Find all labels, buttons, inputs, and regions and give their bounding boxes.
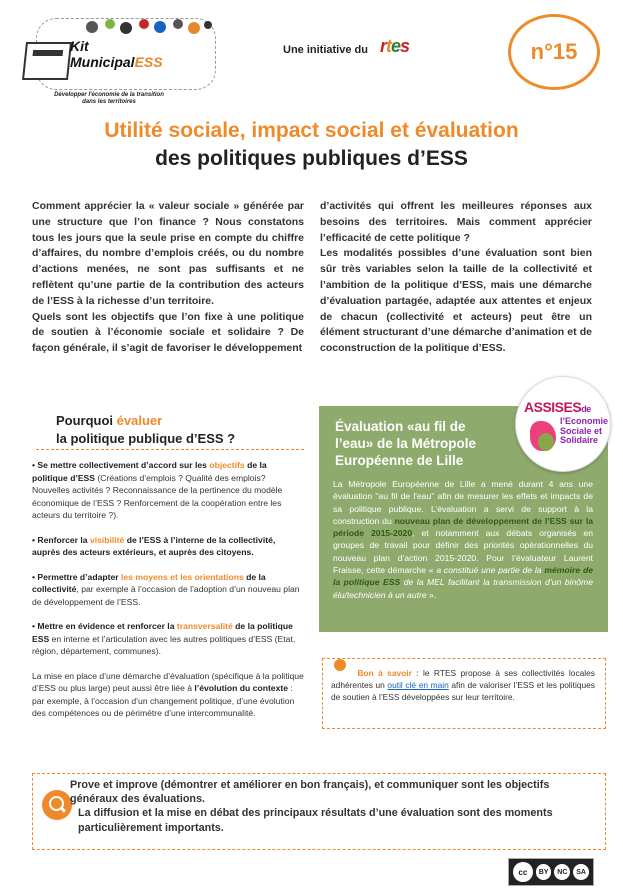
sa-icon: SA: [573, 864, 589, 880]
context-b: l’évolution du contexte: [194, 683, 289, 693]
bullet-lead: • Se mettre collectivement d’accord sur les: [32, 460, 210, 470]
summary-paragraph: La diffusion et la mise en débat des principaux résultats d’une évaluation sont des moments particulièrement importants.: [78, 807, 553, 834]
bullet-highlight: visibilité: [89, 534, 125, 545]
bullet-tail: de la politique d’ESS: [32, 460, 267, 483]
by-icon: BY: [536, 864, 552, 880]
bullet-rest: (Créations d’emplois ? Qualité des emplois? Nouvelles activités ? Reconnaissance de la pertinence du modèle économique de l’ESS ? Renforcement de la coopération entre les acteurs du territoire ?).: [32, 472, 283, 520]
bullet-rest: , par exemple à l’occasion de l’adoption d’un nouveau plan de développement de l’ESS.: [32, 584, 300, 607]
assises-title: [524, 399, 591, 415]
summary-text: [70, 778, 594, 835]
assises-line: Sociale et: [560, 425, 603, 436]
case-title-line1: Évaluation «au fil de: [335, 419, 466, 434]
page-title-line1: Utilité sociale, impact social et évaluation: [104, 119, 519, 142]
tip-text: : le RTES propose à ses collectivités locales adhérentes un: [331, 668, 595, 690]
list-item: [32, 571, 304, 609]
logo-ess-text: ESS: [134, 54, 163, 70]
bullet-lead: • Permettre d’adapter: [32, 571, 121, 582]
bullet-tail: de l’ESS: [124, 534, 162, 545]
bullet-highlight: les moyens et les orientations: [120, 571, 244, 582]
summary-paragraph: Prove et improve (démontrer et améliorer en bon français), et communiquer sont les objectifs généraux des évaluations.: [70, 779, 550, 806]
ballot-box-icon: [22, 42, 72, 80]
reasons-list: [32, 459, 304, 732]
bullet-lead: • Renforcer la: [32, 534, 90, 545]
section-title-b: la politique publique d’ESS ?: [56, 431, 236, 446]
logo-municipal-text: Municipal: [70, 54, 135, 70]
intro-paragraph: Quels sont les objectifs que l’on fixe à une politique de soutien à l’économie sociale et solidaire ? De façon générale, il s’agit de favoriser le développement: [32, 310, 304, 355]
bullet-lead: • Mettre en évidence et renforcer la: [32, 621, 177, 631]
case-title-line2: l’eau» de la Métropole: [335, 436, 477, 451]
bullet-rest: à l’interne de la collectivité, auprès des acteurs extérieurs, et auprès des citoyens.: [32, 534, 276, 557]
intro-paragraph: Comment apprécier la « valeur sociale » générée par une structure que l’on finance ? Nous constatons tous les jours que la seule prise en compte du chiffre d’affaires, du nombre d’emplois créés, ou du nombre d’actions menées, ne sont pas suffisants et ne reflètent qu’une partie de la contribution des acteurs de l’ESS à la richesse d’un territoire.: [32, 200, 304, 307]
case-text: , et notamment aux débats organisés en groupes de travail pour définir des priorités opérationnelles du nouveau plan d’action 2015-2020. Pour l’évaluateur Laurent Fraisse, cette démarche «: [333, 528, 593, 576]
section-title-a: Pourquoi: [56, 413, 117, 428]
section-title-highlight: évaluer: [116, 413, 163, 428]
bullet-tail: de la collectivité: [32, 571, 266, 594]
bullet-highlight: objectifs: [209, 460, 245, 470]
page-title-line2: des politiques publiques d’ESS: [155, 147, 468, 170]
case-text: La Métropole Européenne de Lille a mené durant 4 ans une évaluation "au fil de l'eau" afin de mesurer les effets et impacts de sa politique publique. L’évaluation a servi de support à la construction du: [333, 479, 593, 526]
case-study-title: [335, 418, 515, 469]
list-item: [32, 620, 304, 658]
cc-license-badge[interactable]: [508, 858, 594, 886]
assises-line: Solidaire: [560, 435, 599, 445]
assises-logo: [515, 376, 611, 472]
issue-number-badge: n°15: [508, 14, 600, 90]
tip-label: Bon à savoir: [357, 668, 412, 678]
context-a: La mise en place d’une démarche d’évaluation (spécifique à la politique d’ESS ou plus large) peut aussi être liée à: [32, 670, 304, 693]
section-divider: [36, 449, 304, 450]
case-title-line3: Européenne de Lille: [335, 453, 464, 468]
assises-shape: [538, 433, 554, 451]
cc-icon: cc: [513, 862, 533, 882]
tip-box: [322, 658, 606, 729]
logo-sub-line1: Développer l'économie de la transition: [54, 92, 164, 98]
assises-de: de: [581, 404, 591, 414]
intro-left-column: [32, 199, 304, 357]
context-paragraph: [32, 670, 304, 720]
logo-kit: Kit: [70, 38, 89, 54]
assises-subtitle: [560, 417, 608, 446]
nc-icon: NC: [554, 864, 570, 880]
rtes-logo: rtes: [380, 36, 410, 56]
intro-paragraph: d’activités qui offrent les meilleures réponses aux besoins des territoires. Mais comment apprécier l’efficacité de cette politique ?: [320, 200, 592, 244]
section-title: [56, 412, 235, 448]
magnifier-icon: [42, 790, 72, 820]
list-item: [32, 459, 304, 522]
intro-right-column: [320, 199, 592, 357]
assises-big: ASSISES: [524, 399, 582, 415]
context-c: : par exemple, à l’occasion d’un changement politique, d’une évolution des compétences ou de périmètre d’une intercommunalité.: [32, 683, 295, 718]
bullet-tail: de la politique ESS: [32, 621, 293, 644]
logo-icons: [84, 16, 214, 38]
case-quote-bold: mémoire de la politique ESS: [333, 565, 593, 588]
case-text-bold: nouveau plan de développement de l’ESS sur la période 2015-2020: [333, 515, 593, 539]
bullet-highlight: transversalité: [176, 621, 233, 631]
logo-municipal: [70, 54, 163, 70]
bullet-rest: en interne et l’articulation avec les autres politiques d’ESS (Etat, région, département, communes).: [32, 633, 296, 656]
case-quote: a constitué une partie de la: [436, 565, 545, 576]
tip-text: afin de valoriser l’ESS et les politiques de soutien à l’ESS développées sur leur territoire.: [331, 680, 595, 702]
logo-sub-line2: dans les territoires: [82, 99, 136, 105]
case-study-body: [333, 478, 593, 601]
case-text: ».: [426, 589, 437, 600]
list-item: [32, 534, 304, 559]
logo-subtitle: [44, 92, 174, 106]
kit-logo: [24, 12, 224, 112]
logo-title: [70, 38, 163, 70]
tip-icon: [334, 659, 346, 671]
toolkit-link[interactable]: outil clé en main: [387, 680, 449, 690]
initiative-label: Une initiative du: [283, 44, 368, 56]
intro-paragraph: Les modalités possibles d’une évaluation sont bien sûr très variables selon la taille de la collectivité et l’ambition de la politique d’ESS, mais une démarche d’évaluation partagée, adaptée aux attentes et enjeux de chacun (collectivité et acteurs) peut être un élément structurant d’une démarche d’animation et de coconstruction de la politique d’ESS.: [320, 247, 592, 355]
assises-line: l’Economie: [560, 416, 609, 426]
case-quote: de la MEL facilitant la transmission d’un binôme élu/technicien à un autre: [333, 577, 593, 600]
